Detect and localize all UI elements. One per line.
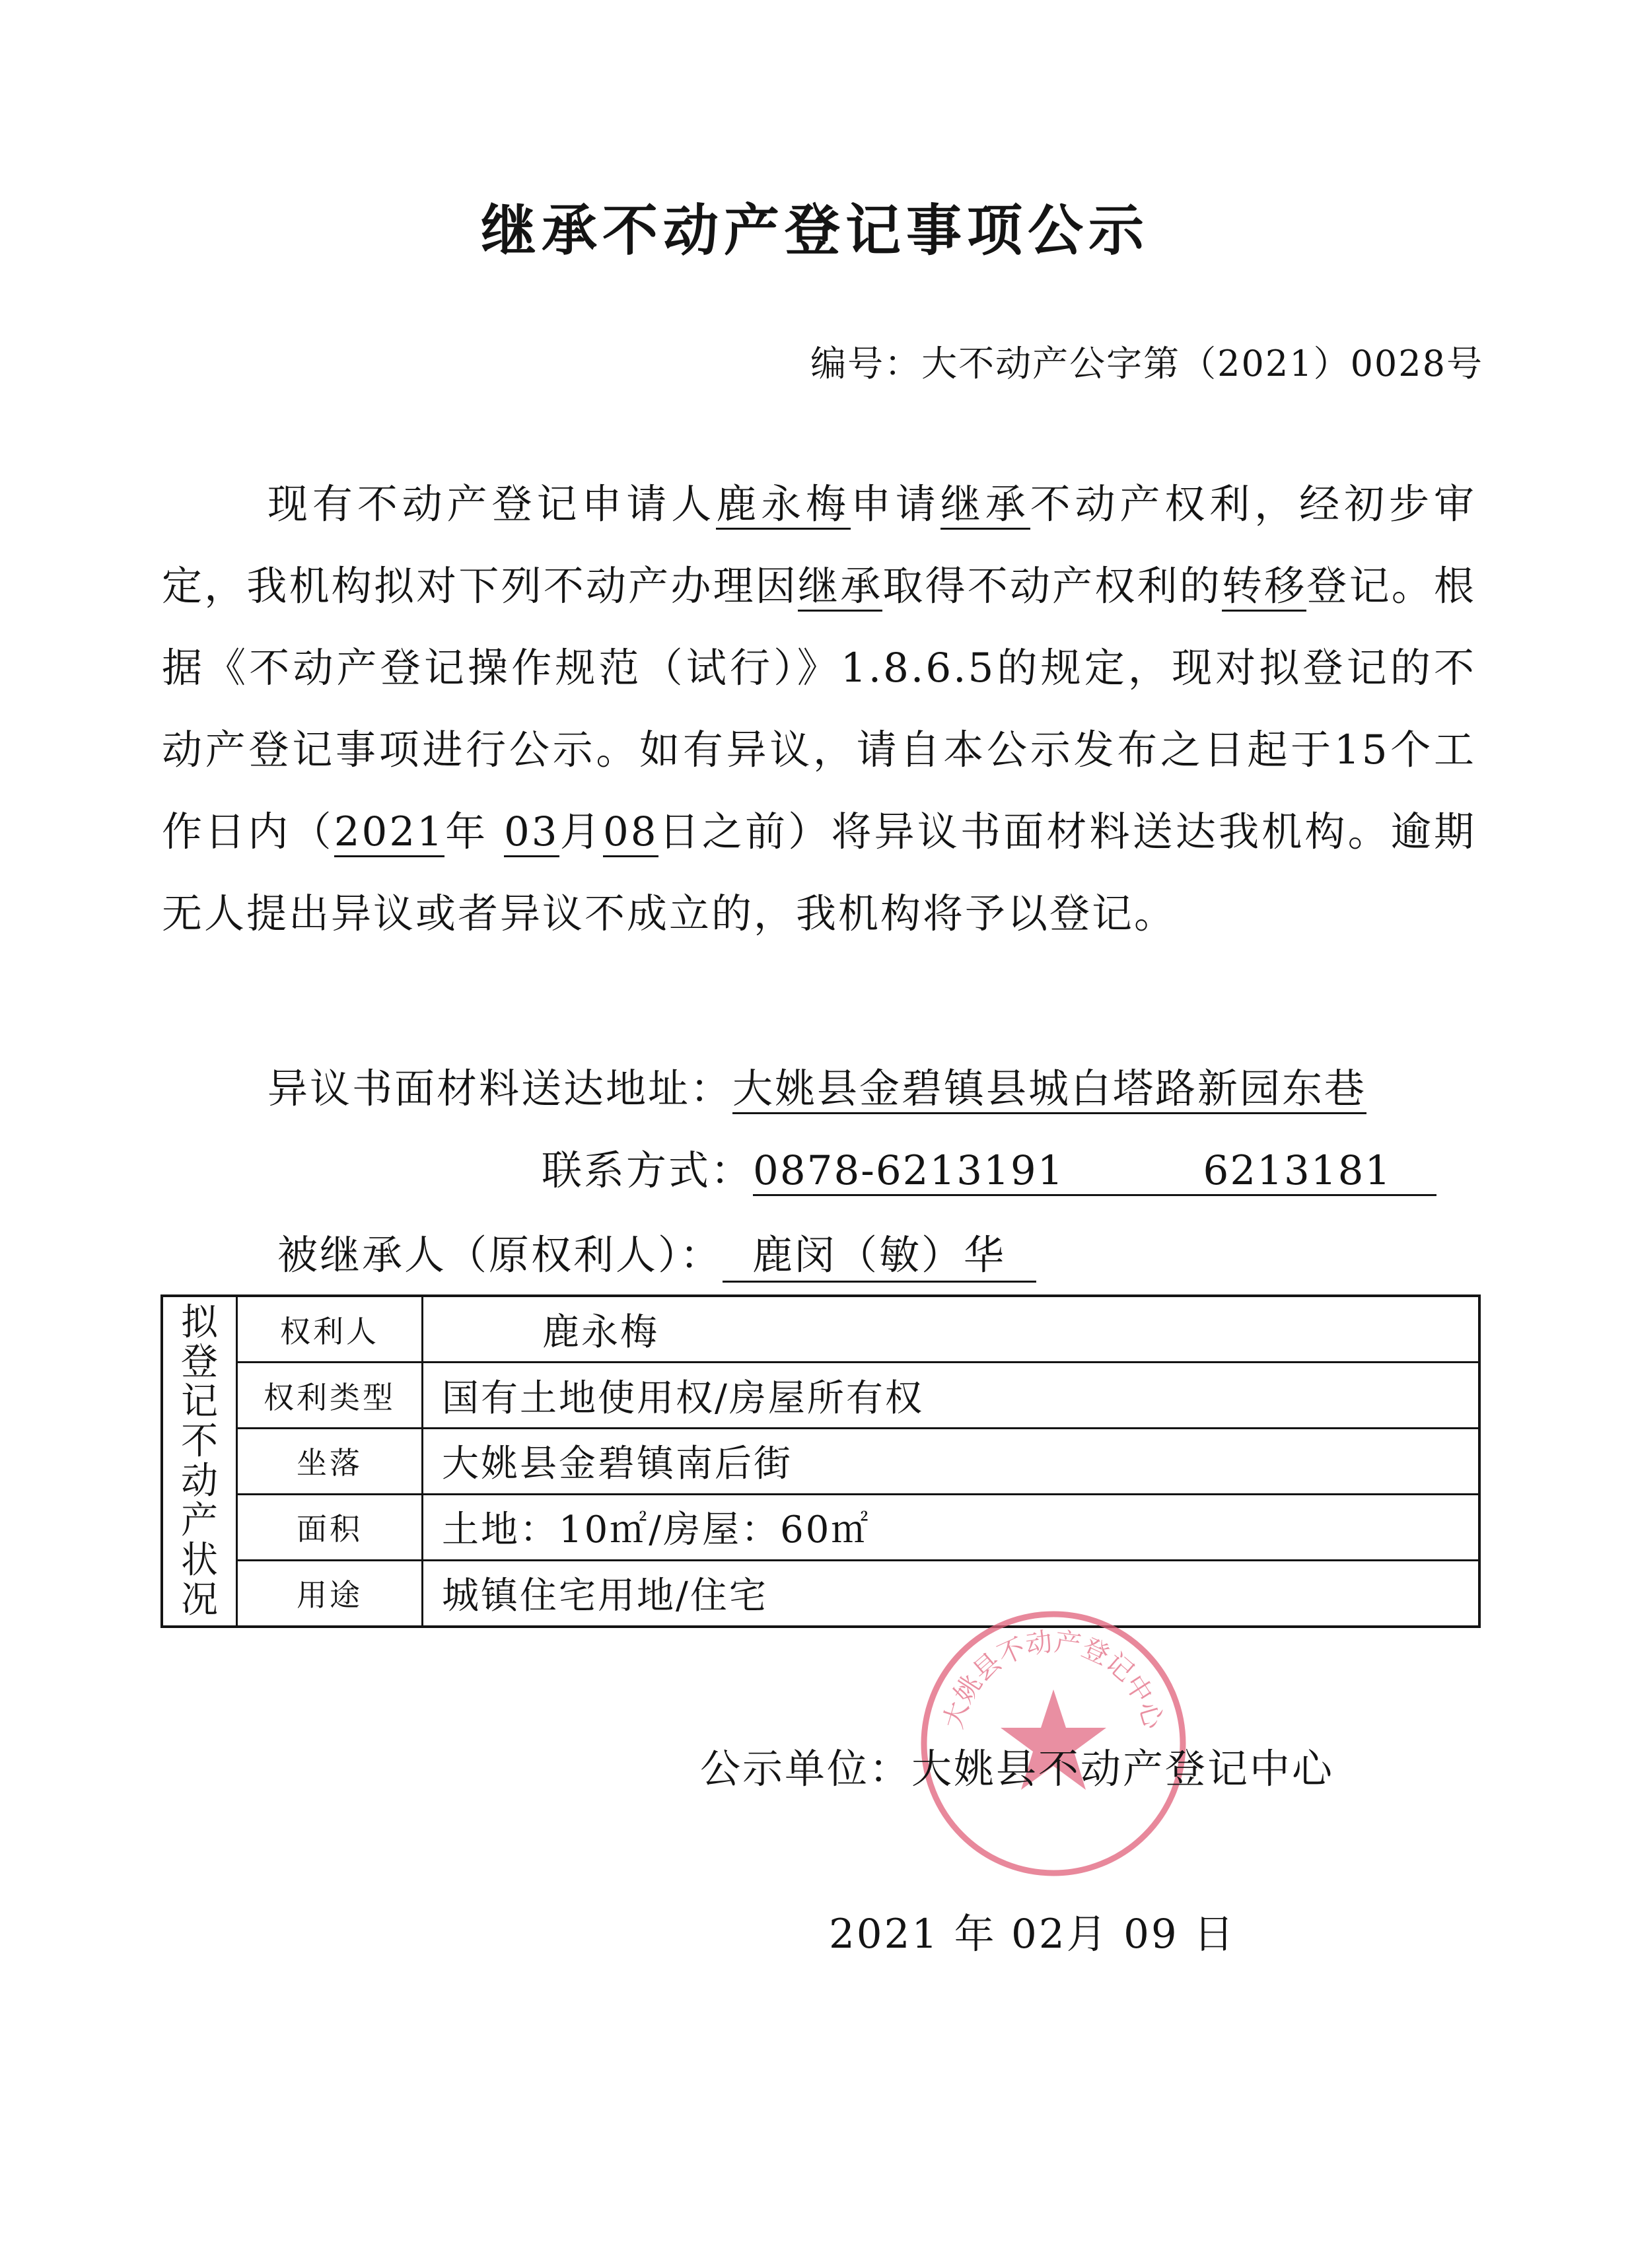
- contact-phone-2: 6213181: [1203, 1147, 1392, 1194]
- contact-line: [542, 1139, 1436, 1196]
- deadline-month: 03: [504, 808, 559, 857]
- table-row-value: 鹿永梅: [423, 1296, 1480, 1363]
- contact-phones: [753, 1147, 1436, 1196]
- heir-line: [277, 1223, 1036, 1283]
- publish-date: 2021 年 02月 09 日: [829, 1911, 1236, 1958]
- property-status-table: [160, 1294, 1481, 1628]
- notice-paragraph: [162, 464, 1476, 955]
- registration-type: 转移: [1222, 563, 1306, 612]
- deadline-year-suffix: 年: [444, 808, 489, 855]
- table-row-value: 大姚县金碧镇南后街: [423, 1429, 1480, 1495]
- table-row: [162, 1296, 1479, 1363]
- heir-name: 鹿闵（敏）华: [723, 1223, 1036, 1283]
- notice-text-3: 不动产权利，经初步审定，我机构拟对下列不动产办理因: [162, 481, 1476, 610]
- applicant-name: 鹿永梅: [716, 481, 851, 530]
- contact-phone-1: 0878-6213191: [753, 1147, 1065, 1194]
- table-row: [162, 1560, 1479, 1627]
- table-row: [162, 1494, 1479, 1560]
- notice-text-4: 取得不动产权利的: [882, 563, 1222, 610]
- table-row-value: 国有土地使用权/房屋所有权: [423, 1363, 1480, 1429]
- table-row: [162, 1363, 1479, 1429]
- notice-text-5: 登记。根据《不动产登记操作规范（试行）》1.8.6.5的规定，现对拟登记的不动产登记事项进行公示。如有异议，请自本公示发布之日起于15个工作日内（: [162, 563, 1476, 855]
- acquire-reason: 继承: [798, 563, 882, 612]
- table-row-label: 权利类型: [237, 1363, 423, 1429]
- table-row-label: 用途: [237, 1560, 423, 1627]
- objection-address: 大姚县金碧镇县城白塔路新园东巷: [732, 1065, 1366, 1114]
- notice-text-1: 现有不动产登记申请人: [267, 481, 717, 528]
- document-serial-number: 编号：大不动产公字第（2021）0028号: [810, 343, 1483, 384]
- publisher-line: [700, 1737, 1334, 1794]
- stamp-text: 大姚县不动产登记中心: [938, 1626, 1169, 1732]
- table-row: [162, 1429, 1479, 1495]
- deadline-day: 08: [603, 808, 658, 857]
- publisher-name: 大姚县不动产登记中心: [911, 1746, 1335, 1792]
- table-row-value: 城镇住宅用地/住宅: [423, 1560, 1480, 1627]
- table-row-label: 权利人: [237, 1296, 423, 1363]
- objection-address-line: [267, 1057, 1366, 1114]
- contact-label: 联系方式：: [542, 1147, 754, 1194]
- notice-text-8: 日之前）将异议书面材料送达我机构。逾期无人提出异议或者异议不成立的，我机构将予以登记。: [162, 808, 1476, 937]
- publisher-label: 公示单位：: [700, 1746, 912, 1792]
- deadline-month-suffix: 月: [559, 808, 603, 855]
- apply-type: 继承: [940, 481, 1030, 530]
- objection-address-label: 异议书面材料送达地址：: [267, 1065, 733, 1112]
- table-side-label: 拟 登 记 不 动 产 状 况: [162, 1296, 237, 1627]
- heir-label: 被继承人（原权利人）：: [277, 1232, 723, 1279]
- table-row-label: 面积: [237, 1494, 423, 1560]
- table-row-label: 坐落: [237, 1429, 423, 1495]
- page-title: 继承不动产登记事项公示: [480, 198, 1149, 263]
- table-row-value: 土地：10㎡/房屋：60㎡: [423, 1494, 1480, 1560]
- deadline-year: 2021: [334, 808, 444, 857]
- notice-text-2: 申请: [850, 481, 940, 528]
